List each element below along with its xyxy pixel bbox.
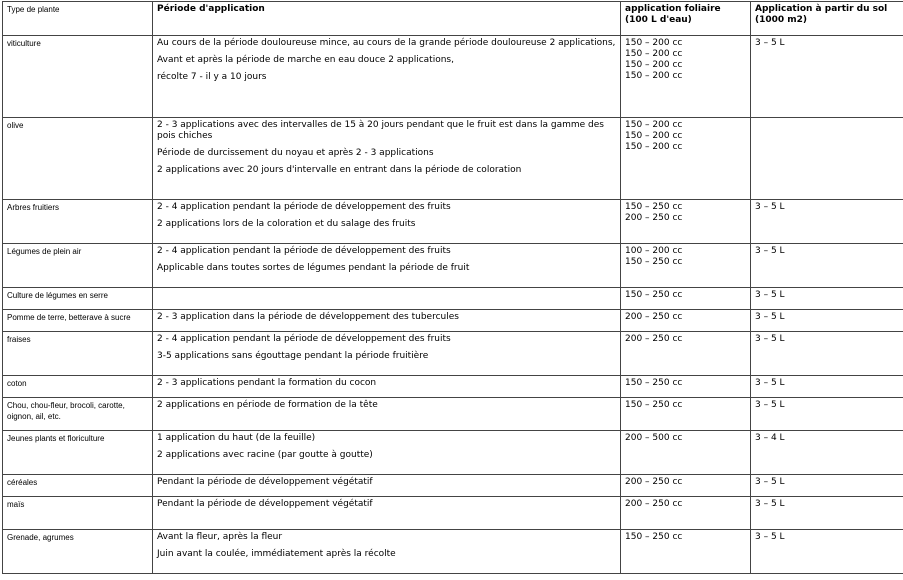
period-text: Juin avant la coulée, immédiatement après la récolte — [157, 549, 396, 559]
foliar-dose-value: 200 – 250 cc — [625, 334, 683, 344]
application-period-cell — [153, 244, 621, 288]
plant-type-cell: Légumes de plein air — [3, 244, 153, 288]
application-period-cell — [153, 530, 621, 574]
soil-dose-cell: 3 – 5 L — [751, 288, 903, 310]
foliar-dose-cell — [621, 244, 751, 288]
table-row — [3, 475, 903, 497]
application-table — [2, 1, 903, 574]
header-application-period: Période d'application — [153, 2, 621, 36]
table-body — [3, 36, 903, 574]
plant-type-cell: céréales — [3, 475, 153, 497]
period-text: 2 - 3 applications pendant la formation du cocon — [157, 378, 377, 388]
soil-dose-cell: 3 – 5 L — [751, 244, 903, 288]
soil-dose-cell: 3 – 5 L — [751, 332, 903, 376]
foliar-dose-value: 150 – 250 cc — [625, 202, 683, 212]
plant-type-cell: viticulture — [3, 36, 153, 118]
soil-dose-cell: 3 – 5 L — [751, 200, 903, 244]
foliar-dose-value: 150 – 200 cc — [625, 131, 683, 141]
header-row — [3, 2, 903, 36]
period-text: 2 - 3 application dans la période de développement des tubercules — [157, 312, 459, 322]
application-period-cell — [153, 118, 621, 200]
foliar-dose-cell — [621, 310, 751, 332]
application-period-cell — [153, 310, 621, 332]
period-text: Avant et après la période de marche en eau douce 2 applications, — [157, 55, 454, 65]
period-text: 2 - 4 application pendant la période de développement des fruits — [157, 246, 451, 256]
period-text: 2 applications en période de formation de la tête — [157, 400, 378, 410]
application-period-cell — [153, 200, 621, 244]
plant-type-cell: Culture de légumes en serre — [3, 288, 153, 310]
table-row — [3, 431, 903, 475]
foliar-dose-value: 100 – 200 cc — [625, 246, 683, 256]
soil-dose-cell: 3 – 5 L — [751, 36, 903, 118]
foliar-dose-cell — [621, 497, 751, 530]
plant-type-cell: Grenade, agrumes — [3, 530, 153, 574]
table-row — [3, 497, 903, 530]
application-period-cell — [153, 398, 621, 431]
foliar-dose-cell — [621, 288, 751, 310]
soil-dose-cell: 3 – 5 L — [751, 530, 903, 574]
application-period-cell — [153, 332, 621, 376]
period-text: Période de durcissement du noyau et après 2 - 3 applications — [157, 148, 434, 158]
application-period-cell — [153, 288, 621, 310]
table-row — [3, 118, 903, 200]
foliar-dose-cell — [621, 398, 751, 431]
soil-dose-cell: 3 – 5 L — [751, 310, 903, 332]
header-foliar-application: application foliaire (100 L d'eau) — [621, 2, 751, 36]
foliar-dose-value: 200 – 500 cc — [625, 433, 683, 443]
foliar-dose-cell — [621, 530, 751, 574]
period-text: 2 - 3 applications avec des intervalles de 15 à 20 jours pendant que le fruit est dans la gamme des pois chiches — [157, 120, 604, 141]
foliar-dose-value: 150 – 250 cc — [625, 290, 683, 300]
application-period-cell — [153, 497, 621, 530]
foliar-dose-value: 200 – 250 cc — [625, 499, 683, 509]
period-text: Pendant la période de développement végétatif — [157, 499, 373, 509]
table-row — [3, 530, 903, 574]
table-row — [3, 244, 903, 288]
period-text: récolte 7 - il y a 10 jours — [157, 72, 267, 82]
period-text: Avant la fleur, après la fleur — [157, 532, 283, 542]
plant-type-cell: maïs — [3, 497, 153, 530]
foliar-dose-value: 150 – 200 cc — [625, 71, 683, 81]
period-text: 2 - 4 application pendant la période de développement des fruits — [157, 202, 451, 212]
period-text: 2 applications lors de la coloration et du salage des fruits — [157, 219, 416, 229]
foliar-dose-value: 150 – 200 cc — [625, 60, 683, 70]
plant-type-cell: coton — [3, 376, 153, 398]
soil-dose-cell: 3 – 5 L — [751, 475, 903, 497]
table-row — [3, 376, 903, 398]
foliar-dose-value: 150 – 250 cc — [625, 400, 683, 410]
foliar-dose-cell — [621, 36, 751, 118]
foliar-dose-value: 150 – 200 cc — [625, 120, 683, 130]
foliar-dose-value: 200 – 250 cc — [625, 312, 683, 322]
foliar-dose-cell — [621, 200, 751, 244]
application-period-cell — [153, 475, 621, 497]
foliar-dose-cell — [621, 332, 751, 376]
period-text: 2 applications avec 20 jours d'intervalle en entrant dans la période de coloration — [157, 165, 522, 175]
period-text: 1 application du haut (de la feuille) — [157, 433, 316, 443]
foliar-dose-value: 150 – 250 cc — [625, 378, 683, 388]
application-period-cell — [153, 376, 621, 398]
header-soil-application: Application à partir du sol (1000 m2) — [751, 2, 903, 36]
soil-dose-cell: 3 – 5 L — [751, 497, 903, 530]
table-row — [3, 288, 903, 310]
table-row — [3, 398, 903, 431]
foliar-dose-cell — [621, 431, 751, 475]
soil-dose-cell — [751, 118, 903, 200]
application-period-cell — [153, 36, 621, 118]
plant-type-cell: Chou, chou-fleur, brocoli, carotte, oignon, ail, etc. — [3, 398, 153, 431]
header-plant-type: Type de plante — [3, 2, 153, 36]
table-row — [3, 200, 903, 244]
foliar-dose-value: 150 – 200 cc — [625, 142, 683, 152]
application-period-cell — [153, 431, 621, 475]
foliar-dose-value: 150 – 200 cc — [625, 38, 683, 48]
plant-type-cell: Arbres fruitiers — [3, 200, 153, 244]
period-text: Pendant la période de développement végétatif — [157, 477, 373, 487]
foliar-dose-value: 200 – 250 cc — [625, 477, 683, 487]
foliar-dose-cell — [621, 376, 751, 398]
foliar-dose-value: 150 – 250 cc — [625, 532, 683, 542]
soil-dose-cell: 3 – 4 L — [751, 431, 903, 475]
period-text: 3-5 applications sans égouttage pendant la période fruitière — [157, 351, 429, 361]
plant-type-cell: olive — [3, 118, 153, 200]
foliar-dose-value: 150 – 200 cc — [625, 49, 683, 59]
table-row — [3, 310, 903, 332]
period-text: Au cours de la période douloureuse mince, au cours de la grande période douloureuse 2 applications, — [157, 38, 616, 48]
soil-dose-cell: 3 – 5 L — [751, 398, 903, 431]
soil-dose-cell: 3 – 5 L — [751, 376, 903, 398]
plant-type-cell: Jeunes plants et floriculture — [3, 431, 153, 475]
plant-type-cell: Pomme de terre, betterave à sucre — [3, 310, 153, 332]
period-text: 2 - 4 application pendant la période de développement des fruits — [157, 334, 451, 344]
table-row — [3, 332, 903, 376]
foliar-dose-cell — [621, 118, 751, 200]
plant-type-cell: fraises — [3, 332, 153, 376]
period-text: 2 applications avec racine (par goutte à goutte) — [157, 450, 373, 460]
foliar-dose-value: 200 – 250 cc — [625, 213, 683, 223]
period-text: Applicable dans toutes sortes de légumes pendant la période de fruit — [157, 263, 470, 273]
table-row — [3, 36, 903, 118]
foliar-dose-cell — [621, 475, 751, 497]
foliar-dose-value: 150 – 250 cc — [625, 257, 683, 267]
